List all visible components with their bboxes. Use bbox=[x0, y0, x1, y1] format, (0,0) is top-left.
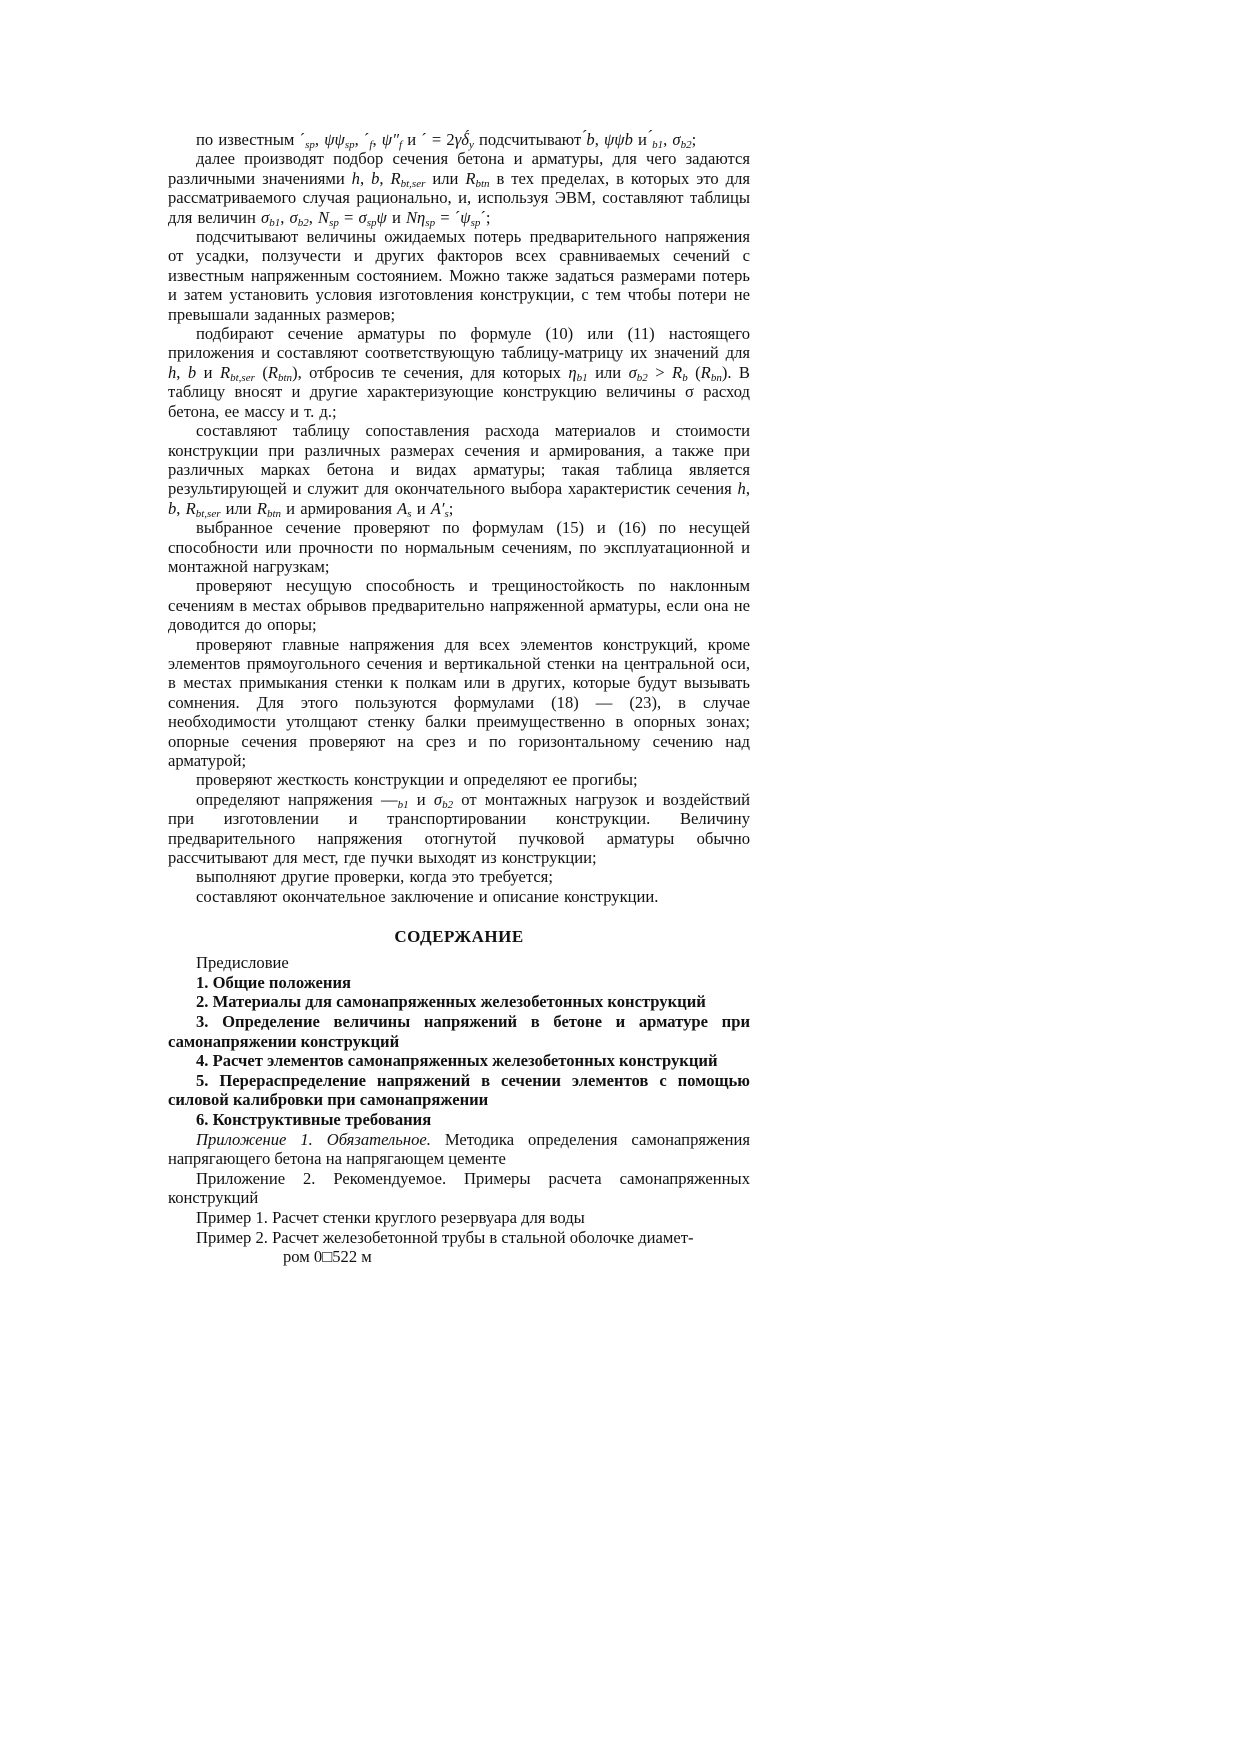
paragraph: подбирают сечение арматуры по формуле (10) или (11) настоящего приложения и составляют соответствующую таблицу-матрицу их значений для h, b и $R_{bt,ser}$ $(R_{btn})$, отбросив те сечения, для которых $\eta_{b1}$ или $\sigma_{b2} > R_b$ $(R_{bn})$. В таблицу вносят и другие характеризующие конструкцию величины σ расход бетона, ее массу и т. д.; bbox=[168, 324, 751, 421]
toc-item-section-5: 5. Перераспределение напряжений в сечении элементов с помощью силовой калибровки при самонапряжении bbox=[168, 1070, 750, 1110]
toc-item-example-2: Пример 2. Расчет железобетонной трубы в стальной оболочке диамет- bbox=[196, 1227, 694, 1247]
paragraph: составляют окончательное заключение и описание конструкции. bbox=[196, 886, 659, 906]
paragraph: далее производят подбор сечения бетона и арматуры, для чего задаются различными значениями h, b, $R_{bt,ser}$ или $R_{btn}$ в тех пределах, в которых это для рассматриваемого случая рационально, и, используя ЭВМ, составляют таблицы для величин $\sigma_{b1}$, $\sigma_{b2}$, $N_{sp} = \sigma_{sp}\psi$ и $N\eta_{sp}$ = $´\psi_{sp}´$; bbox=[168, 149, 751, 229]
toc-item-section-6: 6. Конструктивные требования bbox=[196, 1110, 432, 1129]
toc-item-section-3: 3. Определение величины напряжений в бетоне и арматуре при самонапряжении конструкций bbox=[168, 1012, 750, 1051]
toc-item-section-1: 1. Общие положения bbox=[196, 972, 351, 992]
toc-item-section-4: 4. Расчет элементов самонапряженных железобетонных конструкций bbox=[196, 1051, 718, 1071]
paragraph: проверяют несущую способность и трещиностойкость по наклонным сечениям в местах обрывов предварительно напряженной арматуры, если она не доводится до опоры; bbox=[168, 576, 750, 635]
paragraph: проверяют главные напряжения для всех элементов конструкций, кроме элементов прямоугольного сечения и вертикальной стенки на центральной оси, в местах примыкания стенки к полкам или в других, которые будут вызывать сомнения. Для этого пользуются формулами (18) — (23), в случае необходимости утолщают стенку балки преимущественно в опорных зонах; опорные сечения проверяют на срез и по горизонтальному сечению над арматурой; bbox=[168, 634, 750, 770]
toc-item-example-2-continuation: ром 0□522 м bbox=[283, 1247, 372, 1267]
text-column bbox=[168, 130, 750, 1267]
paragraph: выбранное сечение проверяют по формулам (15) и (16) по несущей способности или прочности по нормальным сечениям, по эксплуатационной и монтажной нагрузкам; bbox=[168, 518, 750, 576]
paragraph: проверяют жесткость конструкции и определяют ее прогибы; bbox=[196, 770, 638, 790]
toc-item-section-2: 2. Материалы для самонапряженных железобетонных конструкций bbox=[196, 992, 706, 1012]
toc-item-example-1: Пример 1. Расчет стенки круглого резервуара для воды bbox=[196, 1207, 585, 1227]
paragraph: определяют напряжения $—_{b1}$ и $\sigma_{b2}$ от монтажных нагрузок и воздействий при изготовлении и транспортировании конструкции. Величину предварительного напряжения отогнутой пучковой арматуры обычно рассчитывают для мест, где пучки выходят из конструкции; bbox=[168, 789, 750, 868]
paragraph: подсчитывают величины ожидаемых потерь предварительного напряжения от усадки, ползучести и других факторов всех сравниваемых сечений с известным напряженным состоянием. Можно также задаться размерами потерь и затем установить условия изготовления конструкции, с тем чтобы потери не превышали заданных размеров; bbox=[168, 227, 750, 324]
paragraph: составляют таблицу сопоставления расхода материалов и стоимости конструкции при различных размерах сечения и армирования, а также при различных марках бетона и видах арматуры; такая таблица является результирующей и служит для окончательного выбора характеристик сечения h, b, $R_{bt,ser}$ или $R_{btn}$ и армирования $A_s$ и $A'_s$; bbox=[168, 421, 750, 520]
paragraph: по известным $´_{sp}$, $\psi\psi_{sp}$, $´_f$, $\psi''_f$ и ´ = $2\gamma\deltá_у$ подсчитывают ́b, ψψb и $_{b1}$, $\sigma_{b2}$; bbox=[196, 130, 697, 151]
toc-item-appendix-1: Приложение 1. Обязательное. Методика определения самонапряжения напрягающего бетона на напрягающем цементе bbox=[168, 1129, 750, 1169]
toc-item-appendix-2: Приложение 2. Рекомендуемое. Примеры расчета самонапряженных конструкций bbox=[168, 1168, 750, 1208]
toc-item-preface: Предисловие bbox=[196, 953, 289, 973]
paragraph: выполняют другие проверки, когда это требуется; bbox=[196, 867, 553, 887]
toc-heading: СОДЕРЖАНИЕ bbox=[394, 927, 524, 947]
